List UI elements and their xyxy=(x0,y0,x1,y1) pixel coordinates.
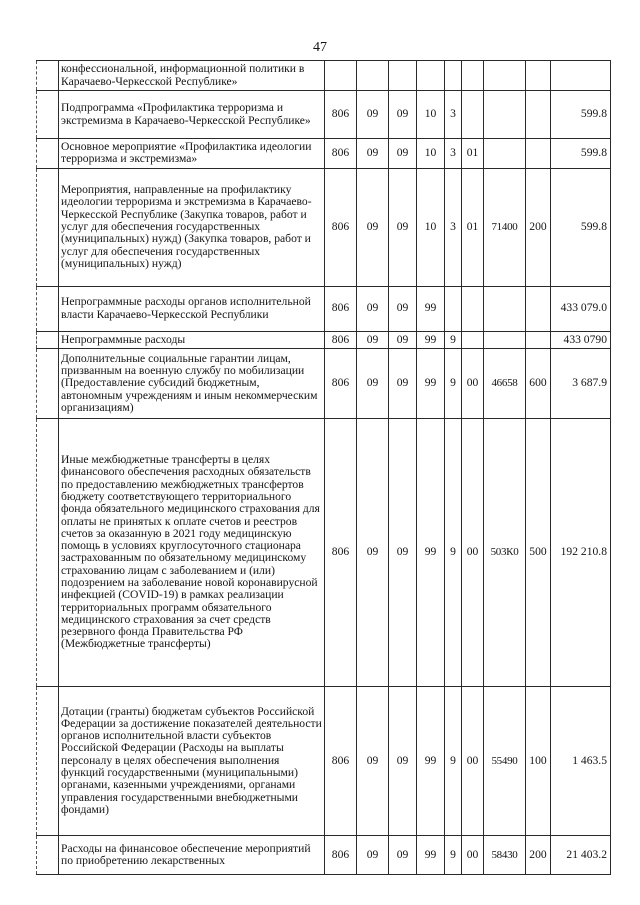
direction-cell xyxy=(484,61,526,91)
expense-name-cell: Расходы на финансовое обеспечение мероприятий по приобретению лекарственных xyxy=(59,835,325,874)
event-cell xyxy=(462,286,484,331)
program-cell: 99 xyxy=(417,348,445,418)
table-row xyxy=(37,348,611,418)
expense-name-cell: Подпрограмма «Профилактика терроризма и экстремизма в Карачаево-Черкесской Республике» xyxy=(59,91,325,139)
event-cell: 00 xyxy=(462,348,484,418)
program-cell xyxy=(417,61,445,91)
subprogram-cell: 3 xyxy=(445,168,462,286)
margin-cell xyxy=(37,286,59,331)
expense-type-cell: 200 xyxy=(526,168,551,286)
expense-name-cell: Непрограммные расходы органов исполнительной власти Карачаево-Черкесской Республики xyxy=(59,286,325,331)
direction-cell: 503К0 xyxy=(484,418,526,686)
amount-cell: 3 687.9 xyxy=(551,348,611,418)
table-row xyxy=(37,61,611,91)
direction-cell: 58430 xyxy=(484,835,526,874)
direction-cell xyxy=(484,91,526,139)
direction-cell: 46658 xyxy=(484,348,526,418)
code-cell: 806 xyxy=(325,686,357,835)
direction-cell xyxy=(484,286,526,331)
expense-name-cell: Дополнительные социальные гарантии лицам, призванным на военную службу по мобилизации (Предоставление субсидий бюджетным, автономным учреждениям и иным некоммерческим организациям) xyxy=(59,348,325,418)
code-cell: 806 xyxy=(325,418,357,686)
event-cell: 00 xyxy=(462,835,484,874)
amount-cell xyxy=(551,61,611,91)
subprogram-cell: 3 xyxy=(445,139,462,169)
section-cell: 09 xyxy=(357,686,389,835)
expense-type-cell: 600 xyxy=(526,348,551,418)
code-cell: 806 xyxy=(325,91,357,139)
table-row xyxy=(37,418,611,686)
table-row xyxy=(37,139,611,169)
amount-cell: 21 403.2 xyxy=(551,835,611,874)
direction-cell: 71400 xyxy=(484,168,526,286)
table-row xyxy=(37,835,611,874)
section-cell: 09 xyxy=(357,91,389,139)
expense-type-cell: 200 xyxy=(526,835,551,874)
program-cell: 99 xyxy=(417,286,445,331)
page-number: 47 xyxy=(313,40,327,55)
event-cell: 01 xyxy=(462,168,484,286)
table-row xyxy=(37,168,611,286)
section-cell: 09 xyxy=(357,168,389,286)
expense-type-cell xyxy=(526,91,551,139)
subprogram-cell xyxy=(445,61,462,91)
subsection-cell xyxy=(389,61,417,91)
section-cell xyxy=(357,61,389,91)
expense-type-cell: 100 xyxy=(526,686,551,835)
direction-cell: 55490 xyxy=(484,686,526,835)
subsection-cell: 09 xyxy=(389,168,417,286)
direction-cell xyxy=(484,331,526,348)
program-cell: 10 xyxy=(417,139,445,169)
expense-name-cell: Мероприятия, направленные на профилактику идеологии терроризма и экстремизма в Карачаево-Черкесской Республике (Закупка товаров, работ и услуг для обеспечения государственных (муниципальных) нужд) (Закупка товаров, работ и услуг для обеспечения государственных (муниципальных) нужд) xyxy=(59,168,325,286)
subprogram-cell: 9 xyxy=(445,418,462,686)
program-cell: 99 xyxy=(417,686,445,835)
expense-name-cell: Основное мероприятие «Профилактика идеологии терроризма и экстремизма» xyxy=(59,139,325,169)
margin-cell xyxy=(37,418,59,686)
section-cell: 09 xyxy=(357,286,389,331)
program-cell: 99 xyxy=(417,835,445,874)
code-cell: 806 xyxy=(325,835,357,874)
expense-name-cell: Непрограммные расходы xyxy=(59,331,325,348)
code-cell: 806 xyxy=(325,286,357,331)
expense-type-cell xyxy=(526,331,551,348)
event-cell: 01 xyxy=(462,139,484,169)
amount-cell: 599.8 xyxy=(551,139,611,169)
event-cell xyxy=(462,331,484,348)
subsection-cell: 09 xyxy=(389,91,417,139)
table-row xyxy=(37,331,611,348)
event-cell xyxy=(462,61,484,91)
margin-cell xyxy=(37,686,59,835)
subprogram-cell: 9 xyxy=(445,348,462,418)
subsection-cell: 09 xyxy=(389,348,417,418)
margin-cell xyxy=(37,835,59,874)
program-cell: 10 xyxy=(417,168,445,286)
expense-name-cell: конфессиональной, информационной политики в Карачаево-Черкесской Республике» xyxy=(59,61,325,91)
subprogram-cell: 9 xyxy=(445,835,462,874)
table-row xyxy=(37,91,611,139)
section-cell: 09 xyxy=(357,418,389,686)
subprogram-cell: 3 xyxy=(445,91,462,139)
subprogram-cell: 9 xyxy=(445,686,462,835)
expense-type-cell: 500 xyxy=(526,418,551,686)
subprogram-cell: 9 xyxy=(445,331,462,348)
program-cell: 10 xyxy=(417,91,445,139)
section-cell: 09 xyxy=(357,835,389,874)
amount-cell: 1 463.5 xyxy=(551,686,611,835)
code-cell: 806 xyxy=(325,168,357,286)
margin-cell xyxy=(37,91,59,139)
program-cell: 99 xyxy=(417,418,445,686)
expense-name-cell: Дотации (гранты) бюджетам субъектов Российской Федерации за достижение показателей деятельности органов исполнительной власти субъектов Российской Федерации (Расходы на выплаты персоналу в целях обеспечения выполнения функций государственными (муниципальными) органами, казенными учреждениями, органами управления государственными внебюджетными фондами) xyxy=(59,686,325,835)
section-cell: 09 xyxy=(357,348,389,418)
budget-table xyxy=(36,60,611,875)
section-cell: 09 xyxy=(357,331,389,348)
subprogram-cell xyxy=(445,286,462,331)
margin-cell xyxy=(37,348,59,418)
subsection-cell: 09 xyxy=(389,331,417,348)
expense-type-cell xyxy=(526,286,551,331)
amount-cell: 599.8 xyxy=(551,91,611,139)
section-cell: 09 xyxy=(357,139,389,169)
amount-cell: 433 079.0 xyxy=(551,286,611,331)
margin-cell xyxy=(37,61,59,91)
expense-name-cell: Иные межбюджетные трансферты в целях финансового обеспечения расходных обязательств по предоставлению межбюджетных трансфертов бюджету соответствующего территориального фонда обязательного медицинского страхования для оплаты не принятых к оплате счетов и реестров счетов за оказанную в 2021 году медицинскую помощь в условиях круглосуточного стационара застрахованным по обязательному медицинскому страхованию лицам с заболеванием и (или) подозрением на заболевание новой коронавирусной инфекцией (COVID-19) в рамках реализации территориальных программ обязательного медицинского страхования за счет средств резервного фонда Правительства РФ (Межбюджетные трансферты) xyxy=(59,418,325,686)
subsection-cell: 09 xyxy=(389,686,417,835)
amount-cell: 192 210.8 xyxy=(551,418,611,686)
subsection-cell: 09 xyxy=(389,286,417,331)
amount-cell: 599.8 xyxy=(551,168,611,286)
margin-cell xyxy=(37,139,59,169)
margin-cell xyxy=(37,331,59,348)
direction-cell xyxy=(484,139,526,169)
subsection-cell: 09 xyxy=(389,139,417,169)
expense-type-cell xyxy=(526,61,551,91)
amount-cell: 433 0790 xyxy=(551,331,611,348)
program-cell: 99 xyxy=(417,331,445,348)
subsection-cell: 09 xyxy=(389,835,417,874)
code-cell: 806 xyxy=(325,348,357,418)
code-cell xyxy=(325,61,357,91)
table-row xyxy=(37,686,611,835)
event-cell xyxy=(462,91,484,139)
subsection-cell: 09 xyxy=(389,418,417,686)
expense-type-cell xyxy=(526,139,551,169)
table-row xyxy=(37,286,611,331)
code-cell: 806 xyxy=(325,139,357,169)
event-cell: 00 xyxy=(462,418,484,686)
code-cell: 806 xyxy=(325,331,357,348)
margin-cell xyxy=(37,168,59,286)
event-cell: 00 xyxy=(462,686,484,835)
